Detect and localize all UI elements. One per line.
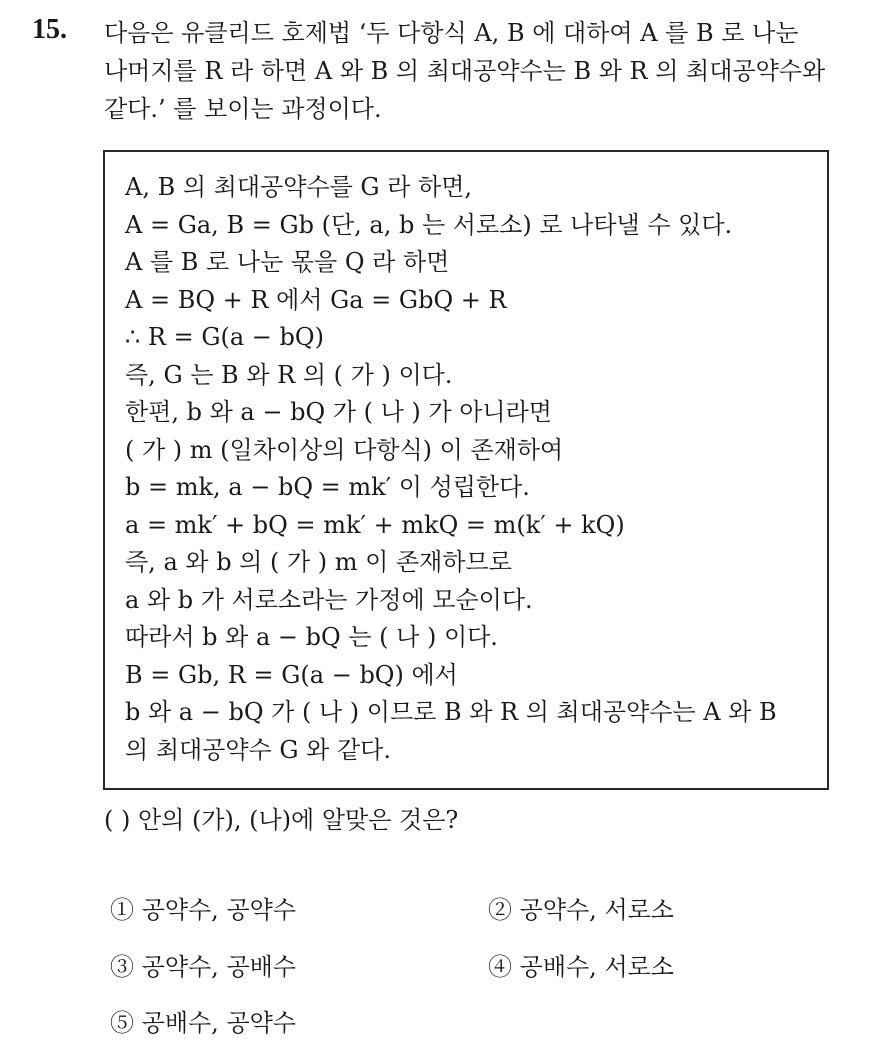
proof-line: 즉, a 와 b 의 ( 가 ) m 이 존재하므로 <box>125 548 512 576</box>
choice-1[interactable]: ① 공약수, 공약수 <box>110 896 296 924</box>
proof-line: A = Ga, B = Gb (단, a, b 는 서로소) 로 나타낼 수 있다. <box>125 210 733 239</box>
proof-line: 따라서 b 와 a − bQ 는 ( 나 ) 이다. <box>125 623 498 651</box>
proof-line: 즉, G 는 B 와 R 의 ( 가 ) 이다. <box>125 360 453 389</box>
choice-5[interactable]: ⑤ 공배수, 공약수 <box>110 1009 296 1037</box>
stem-line: 같다.’ 를 보이는 과정이다. <box>104 95 382 123</box>
proof-line: ∴ R = G(a − bQ) <box>125 323 324 351</box>
question-number: 15. <box>32 14 67 45</box>
choice-2[interactable]: ② 공약수, 서로소 <box>488 896 674 924</box>
proof-line: 한편, b 와 a − bQ 가 ( 나 ) 가 아니라면 <box>125 398 552 426</box>
proof-line: B = Gb, R = G(a − bQ) 에서 <box>125 660 458 689</box>
stem-line: 나머지를 R 라 하면 A 와 B 의 최대공약수는 B 와 R 의 최대공약수와 <box>104 57 826 85</box>
choice-4[interactable]: ④ 공배수, 서로소 <box>488 953 674 981</box>
proof-line: a 와 b 가 서로소라는 가정에 모순이다. <box>125 585 533 614</box>
proof-line: a = mk′ + bQ = mk′ + mkQ = m(k′ + kQ) <box>125 510 625 539</box>
proof-line: A, B 의 최대공약수를 G 라 하면, <box>125 173 473 201</box>
proof-line: A 를 B 로 나눈 몫을 Q 라 하면 <box>125 248 450 276</box>
question-prompt: ( ) 안의 (가), (나)에 알맞은 것은? <box>104 806 459 834</box>
proof-lines <box>125 169 777 769</box>
proof-line: 의 최대공약수 G 와 같다. <box>125 735 391 764</box>
proof-line: b 와 a − bQ 가 ( 나 ) 이므로 B 와 R 의 최대공약수는 A 와 B <box>125 698 777 726</box>
question-stem <box>104 14 874 128</box>
proof-line: b = mk, a − bQ = mk′ 이 성립한다. <box>125 473 530 501</box>
proof-box <box>103 150 829 790</box>
choice-3[interactable]: ③ 공약수, 공배수 <box>110 953 296 981</box>
stem-line: 다음은 유클리드 호제법 ‘두 다항식 A, B 에 대하여 A 를 B 로 나눈 <box>104 19 799 47</box>
proof-line: A = BQ + R 에서 Ga = GbQ + R <box>125 285 507 314</box>
proof-line: ( 가 ) m (일차이상의 다항식) 이 존재하여 <box>125 435 564 464</box>
